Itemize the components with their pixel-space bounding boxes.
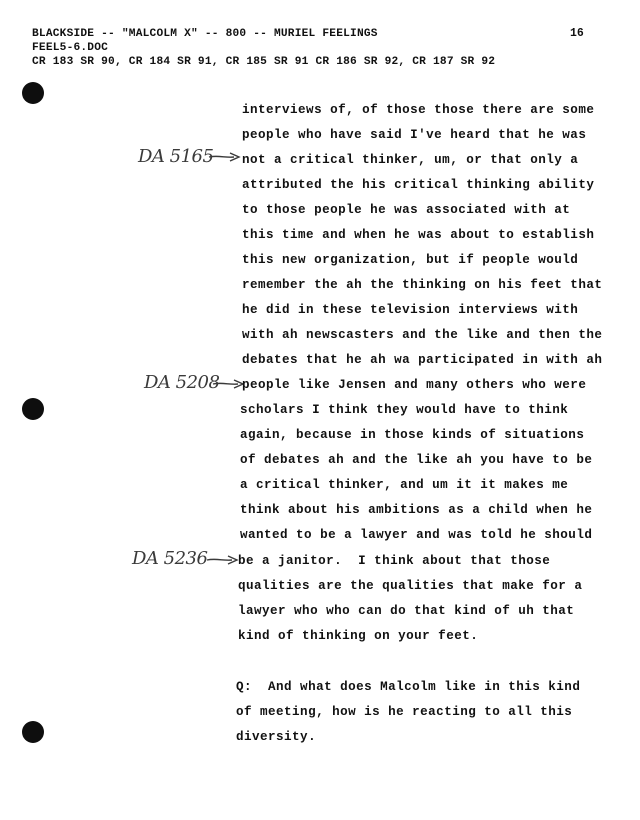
transcript-line: people who have said I've heard that he was — [242, 128, 587, 142]
transcript-line: wanted to be a lawyer and was told he should — [240, 528, 593, 542]
transcript-line: this time and when he was about to establish — [242, 228, 595, 242]
header-reel-line: CR 183 SR 90, CR 184 SR 91, CR 185 SR 91 CR 186 SR 92, CR 187 SR 92 — [32, 56, 496, 68]
transcript-line: to those people he was associated with at — [242, 203, 571, 217]
transcript-line: people like Jensen and many others who were — [242, 378, 587, 392]
transcript-line: this new organization, but if people would — [242, 253, 579, 267]
transcript-line: remember the ah the thinking on his feet that — [242, 278, 603, 292]
binder-hole-top — [22, 82, 44, 104]
transcript-line: of debates ah and the like ah you have to be — [240, 453, 593, 467]
transcript-line: not a critical thinker, um, or that only a — [242, 153, 579, 167]
timecode-stamp-2: DA 5208 — [144, 372, 220, 393]
document-header — [32, 27, 495, 69]
question-line: Q: And what does Malcolm like in this kind — [236, 680, 581, 694]
header-title-line: BLACKSIDE -- "MALCOLM X" -- 800 -- MURIEL FEELINGS — [32, 28, 378, 40]
transcript-line: he did in these television interviews with — [242, 303, 579, 317]
transcript-line: lawyer who who can do that kind of uh that — [238, 604, 575, 618]
transcript-line: with ah newscasters and the like and then the — [242, 328, 603, 342]
arrow-icon-1 — [208, 150, 242, 164]
transcript-line: think about his ambitions as a child when he — [240, 503, 593, 517]
timecode-stamp-3: DA 5236 — [132, 548, 208, 569]
header-filename-line: FEEL5-6.DOC — [32, 42, 109, 54]
transcript-line: qualities are the qualities that make for a — [238, 579, 583, 593]
question-line: diversity. — [236, 730, 317, 744]
question-line: of meeting, how is he reacting to all this — [236, 705, 573, 719]
arrow-icon-2 — [212, 377, 246, 391]
transcript-line: kind of thinking on your feet. — [238, 629, 479, 643]
transcript-line: interviews of, of those those there are some — [242, 103, 595, 117]
transcript-line: debates that he ah wa participated in with ah — [242, 353, 603, 367]
transcript-line: scholars I think they would have to think — [240, 403, 569, 417]
transcript-line: again, because in those kinds of situations — [240, 428, 585, 442]
binder-hole-middle — [22, 398, 44, 420]
binder-hole-bottom — [22, 721, 44, 743]
timecode-stamp-1: DA 5165 — [138, 146, 214, 167]
transcript-line: be a janitor. I think about that those — [238, 554, 551, 568]
page-number: 16 — [570, 27, 584, 40]
transcript-line: a critical thinker, and um it it makes me — [240, 478, 569, 492]
arrow-icon-3 — [206, 553, 240, 567]
transcript-line: attributed the his critical thinking ability — [242, 178, 595, 192]
